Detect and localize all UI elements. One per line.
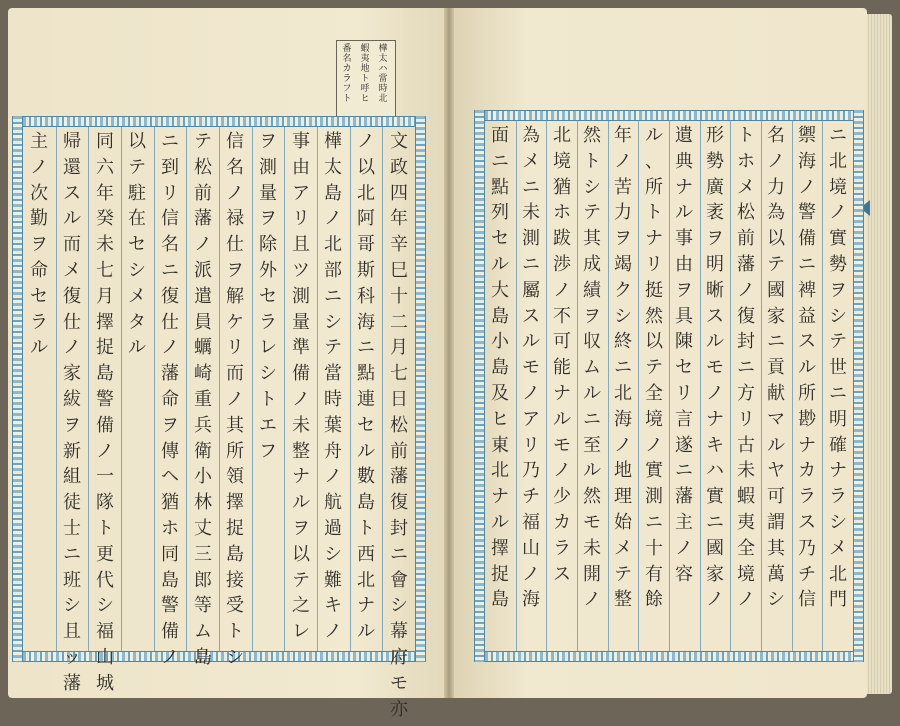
- text-column: ニ 到 リ 信 名 ニ 復 仕 ノ 藩 命 ヲ 傳 ヘ 猶 ホ 同 島 警 備 ノ: [161, 131, 179, 668]
- marginal-note-line: 蝦 夷 地 ト 呼 ヒ: [360, 44, 370, 104]
- text-column: 遺 典 ナ ル 事 由 ヲ 具 陳 セ リ 言 遂 ニ 藩 主 ノ 容: [675, 125, 693, 585]
- marginal-note: [336, 40, 396, 118]
- text-column: 以 テ 駐 在 セ シ メ タ ル: [128, 131, 146, 359]
- text-column: 信 名 ノ 禄 仕 ヲ 解 ケ リ 而 ノ 其 所 領 擇 捉 島 接 受 ト シ: [226, 131, 244, 668]
- text-column: ル 、 所 ト ナ リ 挺 然 以 テ 全 境 ノ 實 測 ニ 十 有 餘: [645, 125, 663, 611]
- text-column: 北 境 猶 ホ 跋 渉 ノ 不 可 能 ナ ル モ ノ 少 カ ラ ス: [553, 125, 571, 585]
- text-column: ニ 北 境 ノ 實 勢 ヲ シ テ 世 ニ 明 確 ナ ラ シ メ 北 門: [829, 125, 847, 611]
- text-column: 事 由 ア リ 且 ツ 測 量 準 備 ノ 未 整 ナ ル ヲ 以 テ 之 レ: [292, 131, 310, 643]
- text-column: 樺 太 島 ノ 北 部 ニ シ テ 當 時 葉 舟 ノ 航 過 シ 難 キ ノ: [324, 131, 342, 643]
- page-fore-edge: [866, 14, 892, 694]
- text-column: 文 政 四 年 辛 巳 十 二 月 七 日 松 前 藩 復 封 ニ 會 シ 幕 府 モ 亦: [390, 131, 408, 720]
- text-column: ノ 以 北 阿 哥 斯 科 海 ニ 點 連 セ ル 數 島 ト 西 北 ナ ル: [357, 131, 375, 643]
- text-column: 禦 海 ノ 警 備 ニ 裨 益 ス ル 所 尠 ナ カ ラ ス 乃 チ 信: [798, 125, 816, 611]
- text-column: 年 ノ 苦 力 ヲ 竭 ク シ 終 ニ 北 海 ノ 地 理 始 メ テ 整: [614, 125, 632, 611]
- text-column: テ 松 前 藩 ノ 派 遣 員 蠣 崎 重 兵 衛 小 林 丈 三 郎 等 ム 島: [194, 131, 212, 668]
- text-column: 帰 還 ス ル 而 メ 復 仕 ノ 家 紱 ヲ 新 組 徒 士 ニ 班 シ 且 ッ 藩: [63, 131, 81, 694]
- text-column: 形 勢 廣 袤 ヲ 明 晰 ス ル モ ノ ナ キ ハ 實 ニ 國 家 ノ: [706, 125, 724, 611]
- book-gutter: [444, 8, 454, 698]
- text-column: 名 ノ 力 為 以 テ 國 家 ニ 貢 献 マ ル ヤ 可 謂 其 萬 シ: [767, 125, 785, 611]
- text-column: 同 六 年 癸 未 七 月 擇 捉 島 警 備 ノ 一 隊 ト 更 代 シ 福 山 城: [96, 131, 114, 694]
- marginal-note-line: 番 名 カ ラ フ ト: [342, 44, 352, 104]
- border-band-right: [415, 116, 426, 662]
- border-band-top: [12, 116, 426, 127]
- text-column: 主 ノ 次 勤 ヲ 命 セ ラ ル: [30, 131, 48, 359]
- text-column: 為 メ ニ 未 測 ニ 屬 ス ル モ ノ ア リ 乃 チ 福 山 ノ 海: [522, 125, 540, 611]
- text-column: 面 ニ 點 列 セ ル 大 島 小 島 及 ヒ 東 北 ナ ル 擇 捉 島: [491, 125, 509, 611]
- text-column: ト ホ メ 松 前 藩 ノ 復 封 ニ 方 リ 古 未 蝦 夷 全 境 ノ: [737, 125, 755, 611]
- marginal-note-line: 樺 太 ハ 當 時 北: [378, 44, 388, 104]
- border-band-top: [474, 110, 864, 121]
- border-band-bottom: [474, 651, 864, 662]
- text-column: 然 ト シ テ 其 成 績 ヲ 収 ム ル ニ 至 ル 然 モ 未 開 ノ: [583, 125, 601, 611]
- text-column: ヲ 測 量 ヲ 除 外 セ ラ レ シ ト エ フ: [259, 131, 277, 462]
